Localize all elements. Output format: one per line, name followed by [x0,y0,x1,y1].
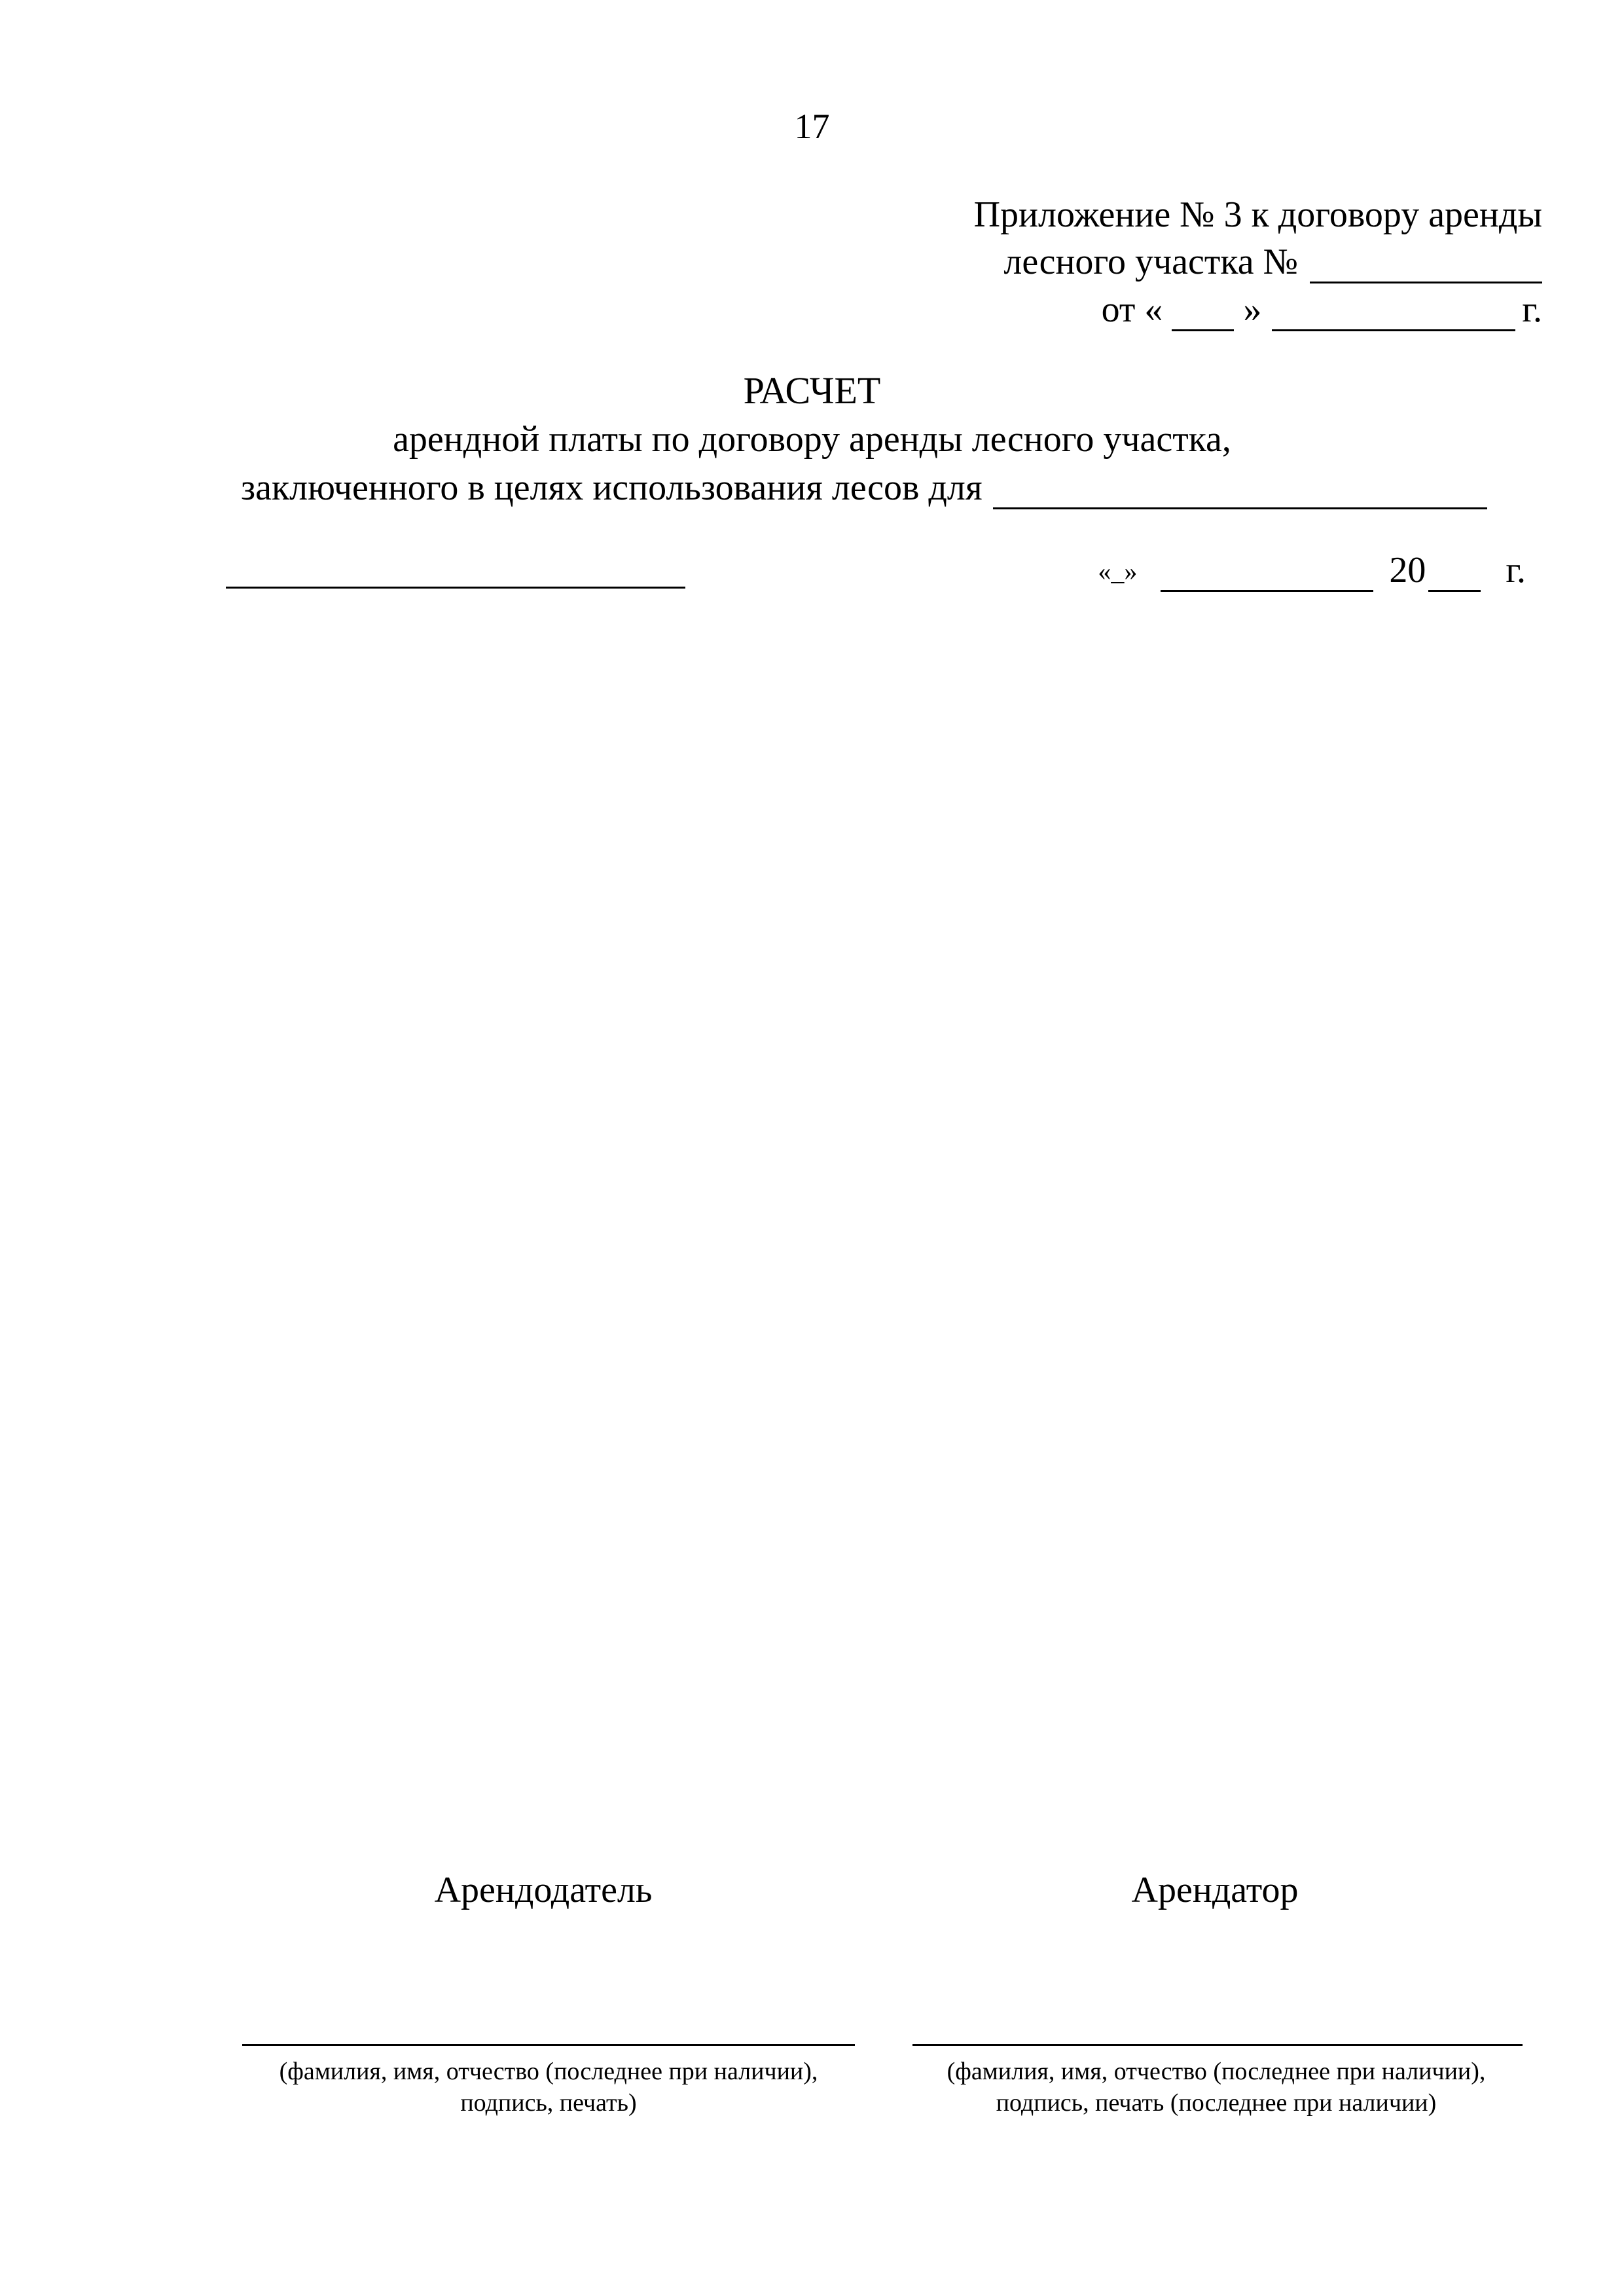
appendix-date-mid: » [1243,289,1262,330]
place-field[interactable] [226,587,685,589]
date-month-field[interactable] [1161,556,1373,592]
lessee-caption-line-2: подпись, печать (последнее при наличии) [996,2089,1437,2117]
page-number: 17 [794,107,830,146]
lessee-label: Арендатор [1131,1870,1299,1910]
document-subtitle-1: арендной платы по договору аренды лесного участка, [393,419,1231,460]
contract-day-field[interactable] [1172,295,1234,331]
appendix-line-1: Приложение № 3 к договору аренды [973,194,1542,235]
contract-number-field[interactable] [1310,247,1542,283]
lessor-caption-line-2: подпись, печать) [460,2089,637,2117]
calculation-date [1098,549,1526,592]
document-subtitle-2 [241,466,1487,509]
lessor-caption-line-1: (фамилия, имя, отчество (последнее при наличии), [279,2058,818,2085]
appendix-line-2-text: лесного участка № [1003,242,1298,282]
date-year-field[interactable] [1428,556,1481,592]
lessor-signature-field[interactable] [242,2044,855,2046]
document-subtitle-2-text: заключенного в целях использования лесов для [241,467,983,508]
lessor-caption [216,2056,881,2119]
lessee-caption-line-1: (фамилия, имя, отчество (последнее при наличии), [947,2058,1486,2085]
appendix-date-prefix: от « [1101,289,1163,330]
appendix-date-suffix: г. [1522,289,1542,330]
lessee-caption [884,2056,1549,2119]
lessor-label: Арендодатель [434,1870,653,1910]
date-day-quote: «_» [1098,556,1138,586]
lessee-signature-field[interactable] [912,2044,1523,2046]
appendix-line-2 [1003,240,1542,283]
forest-use-purpose-field[interactable] [993,473,1487,509]
date-year-prefix: 20 [1389,550,1426,591]
appendix-line-3 [1102,288,1542,331]
date-year-suffix: г. [1506,550,1526,591]
document-title: РАСЧЕТ [743,369,881,412]
contract-month-year-field[interactable] [1272,295,1515,331]
